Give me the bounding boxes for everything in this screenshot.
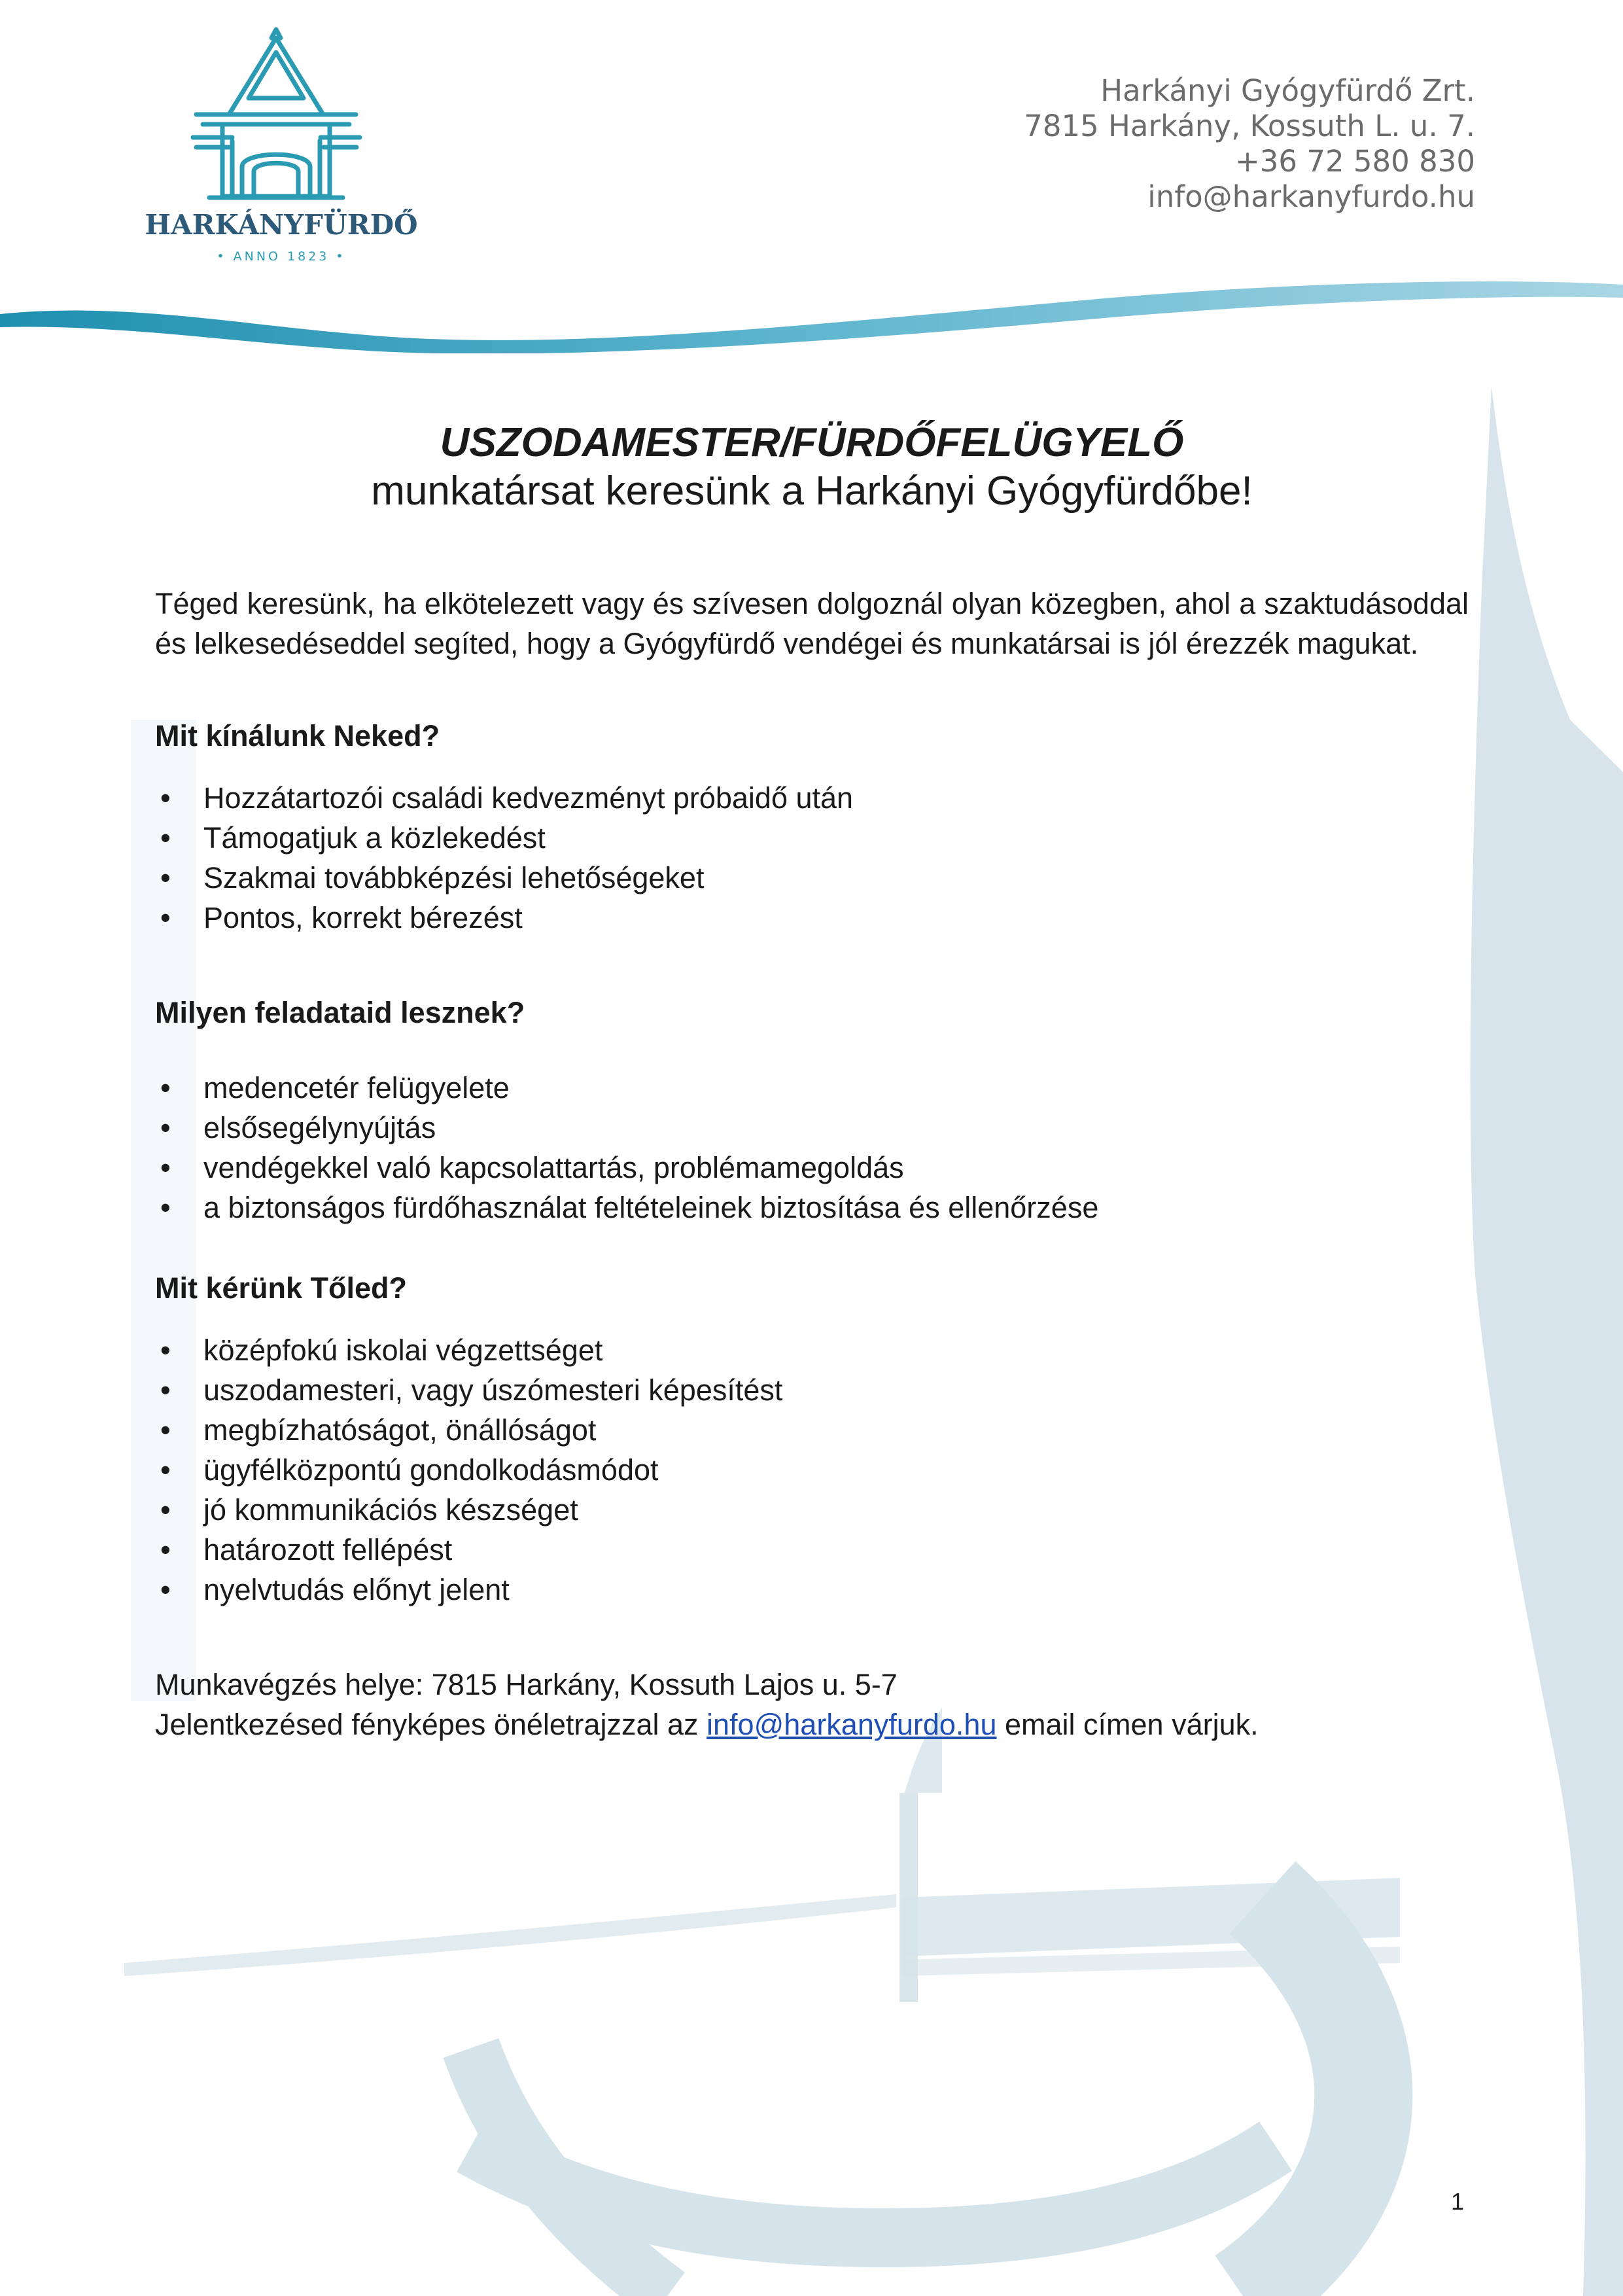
list-item: • középfokú iskolai végzettséget — [155, 1330, 1469, 1370]
section-requirements — [155, 1268, 1469, 1610]
list-item: • Hozzátartozói családi kedvezményt próbaidő után — [155, 778, 1469, 818]
posting-subtitle: munkatársat keresünk a Harkányi Gyógyfürdőbe! — [371, 468, 1253, 514]
list-item: • elsősegélynyújtás — [155, 1108, 1469, 1148]
list-item: • uszodamesteri, vagy úszómesteri képesítést — [155, 1370, 1469, 1410]
posting-title: USZODAMESTER/FÜRDŐFELÜGYELŐ — [440, 420, 1184, 465]
company-phone: +36 72 580 830 — [1235, 144, 1475, 179]
tasks-list — [155, 1068, 1469, 1227]
posting-intro: Téged keresünk, ha elkötelezett vagy és szívesen dolgoznál olyan közegben, ahol a szaktudásoddal és lelkesedéseddel segíted, hogy a Gyógyfürdő vendégei és munkatársai is jól érezzék magukat. — [155, 587, 1469, 660]
list-item: • Szakmai továbbképzési lehetőségeket — [155, 858, 1469, 898]
header-wave — [0, 262, 1623, 353]
list-item: • vendégekkel való kapcsolattartás, problémamegoldás — [155, 1148, 1469, 1188]
list-item: • Támogatjuk a közlekedést — [155, 818, 1469, 858]
list-item: • medencetér felügyelete — [155, 1068, 1469, 1108]
section-heading: Milyen feladataid lesznek? — [155, 996, 525, 1029]
list-item: • jó kommunikációs készséget — [155, 1490, 1469, 1530]
page-number: 1 — [1451, 2188, 1465, 2215]
company-name: Harkányi Gyógyfürdő Zrt. — [1100, 73, 1475, 108]
apply-suffix: email címen várjuk. — [1005, 1708, 1259, 1741]
list-item: • határozott fellépést — [155, 1530, 1469, 1570]
apply-prefix: Jelentkezésed fényképes önéletrajzzal az — [155, 1708, 699, 1741]
application-info — [155, 1665, 1469, 1744]
apply-email-link[interactable]: info@harkanyfurdo.hu — [707, 1708, 997, 1741]
section-tasks — [155, 993, 1469, 1227]
job-posting — [155, 419, 1469, 1744]
list-item: • Pontos, korrekt bérezést — [155, 898, 1469, 938]
list-item: • megbízhatóságot, önállóságot — [155, 1410, 1469, 1450]
company-contact — [1024, 73, 1475, 215]
harkanyfurdo-logo — [131, 26, 432, 275]
logo-tagline: • ANNO 1823 • — [217, 249, 346, 264]
section-offer — [155, 716, 1469, 938]
section-heading: Mit kínálunk Neked? — [155, 719, 440, 752]
building-logo-icon — [131, 26, 432, 275]
list-item: • ügyfélközpontú gondolkodásmódot — [155, 1450, 1469, 1490]
offer-list — [155, 778, 1469, 938]
requirements-list — [155, 1330, 1469, 1610]
list-item: • nyelvtudás előnyt jelent — [155, 1570, 1469, 1610]
company-email: info@harkanyfurdo.hu — [1147, 179, 1475, 214]
company-address: 7815 Harkány, Kossuth L. u. 7. — [1024, 109, 1475, 143]
apply-line — [155, 1704, 1469, 1744]
workplace-line: Munkavégzés helye: 7815 Harkány, Kossuth Lajos u. 5-7 — [155, 1668, 898, 1701]
section-heading: Mit kérünk Tőled? — [155, 1271, 408, 1305]
list-item: • a biztonságos fürdőhasználat feltételeinek biztosítása és ellenőrzése — [155, 1188, 1469, 1227]
logo-wordmark: HARKÁNYFÜRDŐ — [145, 209, 418, 241]
